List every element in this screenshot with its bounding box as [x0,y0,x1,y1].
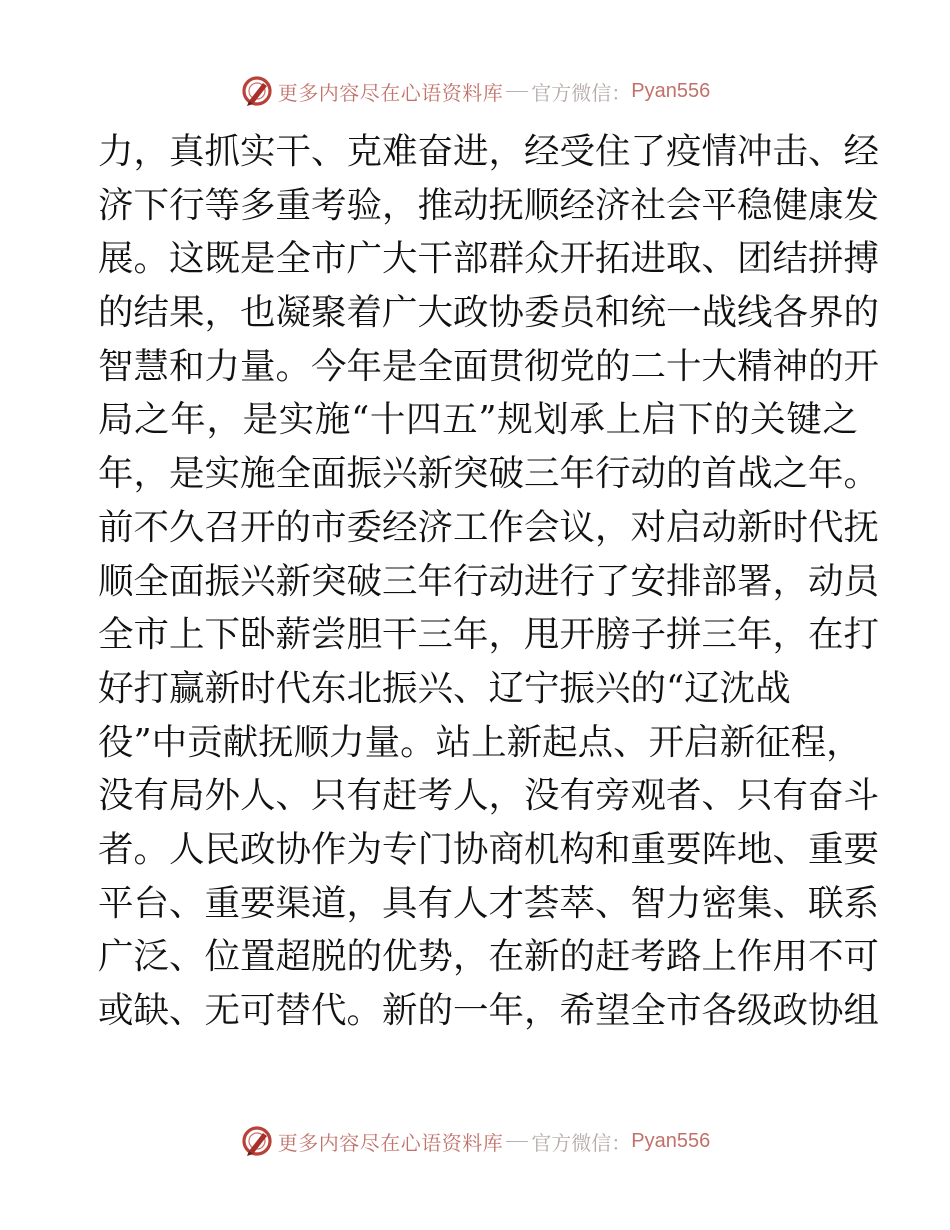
text-line: 的结果，也凝聚着广大政协委员和统一战线各界的 [98,292,880,334]
pen-logo-icon [240,74,274,108]
watermark-text: 更多内容尽在心语资料库 [277,1130,504,1155]
text-line: 者。人民政协作为专门协商机构和重要阵地、重要 [98,828,880,870]
text-line: 展。这既是全市广大干部群众开拓进取、团结拼搏 [98,238,880,280]
document-body [98,125,880,1038]
text-line: 前不久召开的市委经济工作会议，对启动新时代抚 [98,506,880,548]
text-line: 智慧和力量。今年是全面贯彻党的二十大精神的开 [98,345,880,387]
text-line: 或缺、无可替代。新的一年，希望全市各级政协组 [98,990,880,1031]
footer-watermark [0,1123,950,1159]
text-line: 好打赢新时代东北振兴、辽宁振兴的“辽沈战 [98,667,791,709]
watermark-divider [506,91,528,92]
text-line: 顺全面振兴新突破三年行动进行了安排部署，动员 [98,560,880,602]
watermark-wechat-id: Pyan556 [631,1129,711,1152]
watermark-divider [506,1141,528,1142]
watermark-official-label: 官方微信： [531,80,632,105]
watermark-official-label: 官方微信： [531,1130,632,1155]
text-line: 役”中贡献抚顺力量。站上新起点、开启新征程， [98,721,862,763]
text-line: 年，是实施全面振兴新突破三年行动的首战之年。 [98,453,880,495]
watermark-text: 更多内容尽在心语资料库 [277,80,504,105]
header-watermark [0,73,950,109]
text-line: 没有局外人、只有赶考人，没有旁观者、只有奋斗 [98,775,880,817]
text-line: 济下行等多重考验，推动抚顺经济社会平稳健康发 [98,184,880,226]
text-line: 全市上下卧薪尝胆干三年，甩开膀子拼三年，在打 [98,614,880,656]
watermark-wechat-id: Pyan556 [631,79,711,102]
text-line: 局之年，是实施“十四五”规划承上启下的关键之 [98,399,858,441]
text-line: 广泛、位置超脱的优势，在新的赶考路上作用不可 [98,936,880,978]
pen-logo-icon [240,1124,274,1158]
text-line: 平台、重要渠道，具有人才荟萃、智力密集、联系 [98,882,880,924]
text-line: 力，真抓实干、克难奋进，经受住了疫情冲击、经 [98,131,880,172]
